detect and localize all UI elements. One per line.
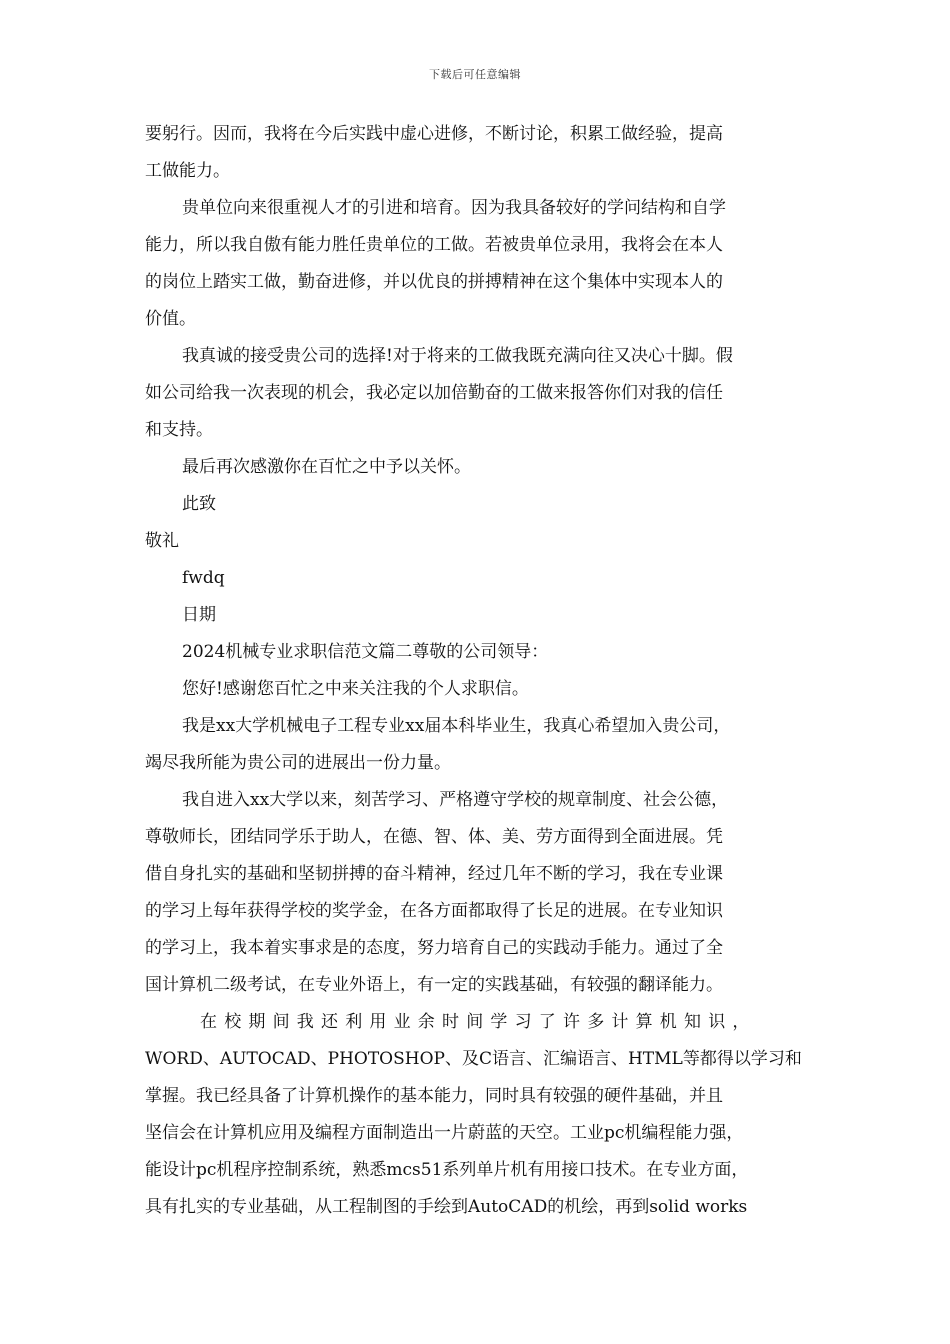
body-line: 的学习上，我本着实事求是的态度，努力培育自己的实践动手能力。通过了全 bbox=[145, 938, 723, 958]
section-title-line: 2024机械专业求职信范文篇二尊敬的公司领导： bbox=[182, 642, 549, 662]
body-line: 和支持。 bbox=[145, 420, 213, 440]
body-line: 我是xx大学机械电子工程专业xx届本科毕业生，我真心希望加入贵公司， bbox=[182, 716, 731, 736]
body-line: 我自进入xx大学以来，刻苦学习、严格遵守学校的规章制度、社会公德， bbox=[182, 790, 729, 810]
document-body bbox=[145, 116, 807, 1226]
body-line: 掌握。我已经具备了计算机操作的基本能力，同时具有较强的硬件基础，并且 bbox=[145, 1086, 723, 1106]
salutation-line: 敬礼 bbox=[145, 531, 179, 551]
body-line: 我真诚的接受贵公司的选择!对于将来的工做我既充满向往又决心十脚。假 bbox=[182, 346, 733, 366]
body-line: 竭尽我所能为贵公司的进展出一份力量。 bbox=[145, 753, 451, 773]
body-line: 工做能力。 bbox=[145, 161, 230, 181]
body-line: 具有扎实的专业基础，从工程制图的手绘到AutoCAD的机绘，再到solid works bbox=[145, 1197, 748, 1217]
body-line: 最后再次感激你在百忙之中予以关怀。 bbox=[182, 457, 471, 477]
body-line: 您好!感谢您百忙之中来关注我的个人求职信。 bbox=[182, 679, 529, 699]
body-line: 国计算机二级考试，在专业外语上，有一定的实践基础，有较强的翻译能力。 bbox=[145, 975, 723, 995]
body-line-spread: 在校期间我还利用业余时间学习了许多计算机知识， bbox=[200, 1012, 757, 1032]
body-line: 能设计pc机程序控制系统，熟悉mcs51系列单片机有用接口技术。在专业方面， bbox=[145, 1160, 749, 1180]
date-line: 日期 bbox=[182, 605, 216, 625]
body-line: 的学习上每年获得学校的奖学金，在各方面都取得了长足的进展。在专业知识 bbox=[145, 901, 723, 921]
body-line: 尊敬师长，团结同学乐于助人，在德、智、体、美、劳方面得到全面进展。凭 bbox=[145, 827, 723, 847]
body-line: 的岗位上踏实工做，勤奋进修，并以优良的拼搏精神在这个集体中实现本人的 bbox=[145, 272, 723, 292]
page-header: 下载后可任意编辑 bbox=[429, 68, 521, 81]
body-line: 贵单位向来很重视人才的引进和培育。因为我具备较好的学问结构和自学 bbox=[182, 198, 726, 218]
salutation-line: 此致 bbox=[182, 494, 216, 514]
body-line: 如公司给我一次表现的机会，我必定以加倍勤奋的工做来报答你们对我的信任 bbox=[145, 383, 723, 403]
body-line: WORD、AUTOCAD、PHOTOSHOP、及C语言、汇编语言、HTML等都得以学习和 bbox=[145, 1049, 802, 1069]
body-line: 要躬行。因而，我将在今后实践中虚心进修，不断讨论，积累工做经验，提高 bbox=[145, 124, 723, 144]
body-line: 借自身扎实的基础和坚韧拼搏的奋斗精神，经过几年不断的学习，我在专业课 bbox=[145, 864, 723, 884]
body-line: 能力，所以我自傲有能力胜任贵单位的工做。若被贵单位录用，我将会在本人 bbox=[145, 235, 723, 255]
body-line: 坚信会在计算机应用及编程方面制造出一片蔚蓝的天空。工业pc机编程能力强， bbox=[145, 1123, 744, 1143]
body-line: 价值。 bbox=[145, 309, 196, 329]
signature-line: fwdq bbox=[182, 568, 225, 588]
